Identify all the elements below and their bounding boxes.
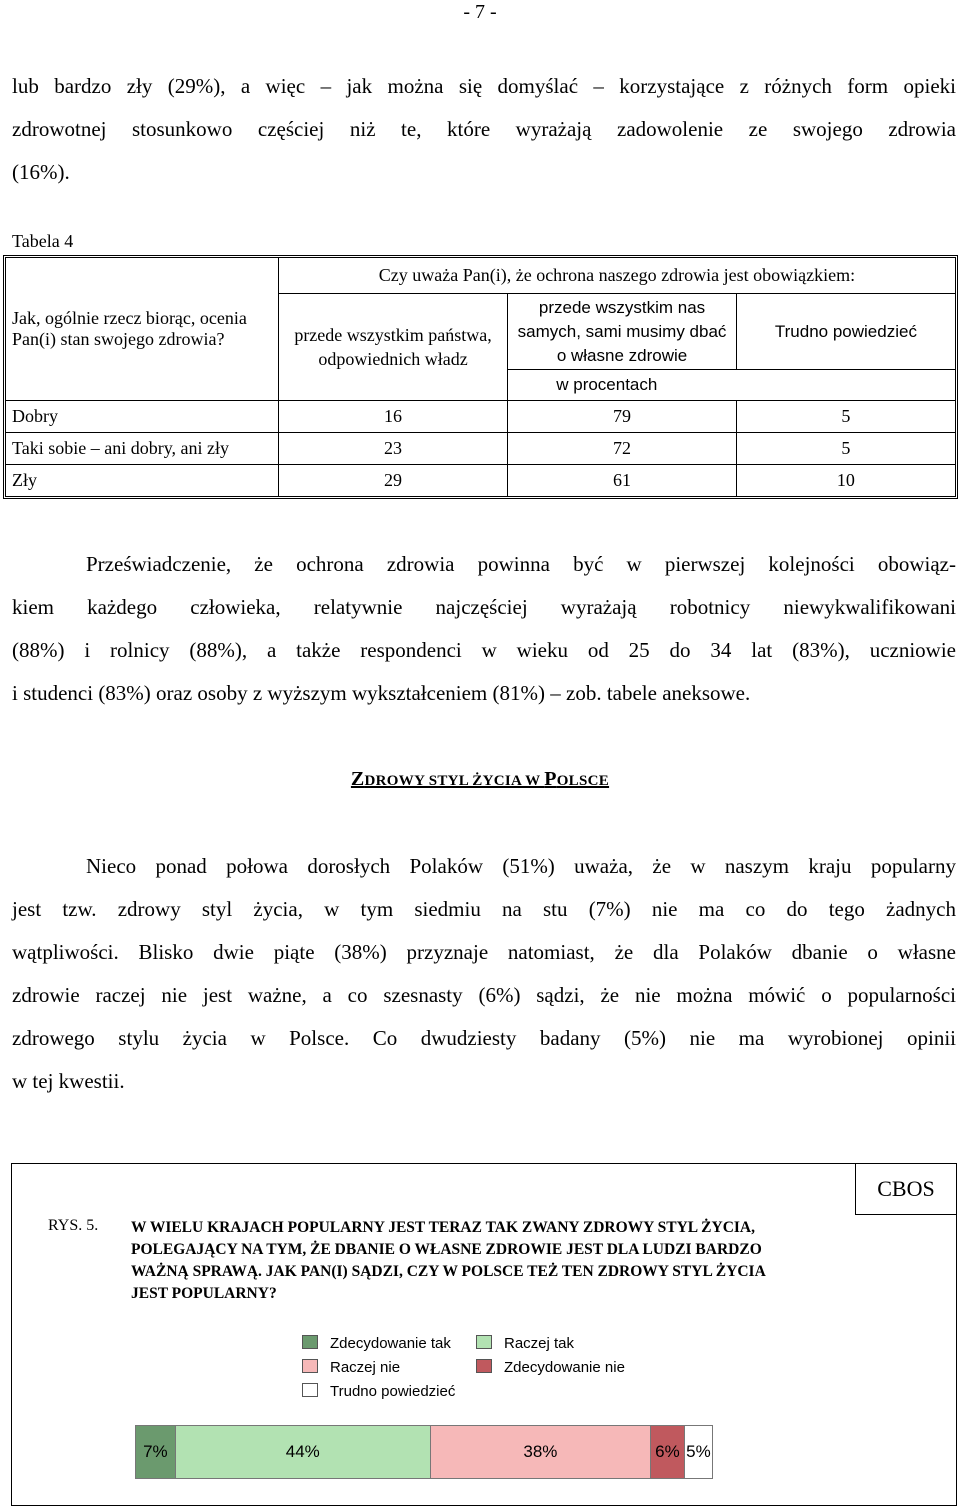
legend-label: Raczej nie [330,1359,401,1376]
legend-item [302,1335,451,1353]
text-line: wątpliwości. Blisko dwie piąte (38%) przyznaje natomiast, że dla Polaków dbanie o własne [12,940,956,964]
text-line: w tej kwestii. [12,1069,125,1093]
bar-segment [175,1425,431,1479]
table-row [6,433,955,465]
table-caption: Tabela 4 [12,231,74,251]
bar-segment [135,1425,176,1479]
legend-label: Zdecydowanie nie [504,1359,625,1376]
column-header-state: przede wszystkim państwa, odpowiednich władz [279,294,508,401]
column-header-hard-to-say: Trudno powiedzieć [737,294,955,370]
cell: 79 [508,401,737,433]
figure-title-line: POLEGAJĄCY NA TYM, ŻE DBANIE O WŁASNE ZDROWIE JEST DLA LUDZI BARDZO [131,1241,762,1258]
figure-title [131,1217,891,1305]
bar-segment-label: 38% [523,1442,558,1461]
text-line: kiem każdego człowieka, relatywnie najczęściej wyrażają robotnicy niewykwalifikowani [12,595,956,619]
legend-item [302,1383,455,1401]
text-line: jest tzw. zdrowy styl życia, w tym siedmiu na stu (7%) nie ma co do tego żadnych [12,897,956,921]
legend-swatch [302,1383,318,1397]
text-line: (88%) i rolnicy (88%), a także respondenci w wieku od 25 do 34 lat (83%), uczniowie [12,638,956,662]
section-heading [0,768,960,791]
cell: 72 [508,433,737,465]
legend-swatch [302,1359,318,1373]
text-line: Nieco ponad połowa dorosłych Polaków (51%) uważa, że w naszym kraju popularny [86,854,956,878]
bar-segment-label: 6% [655,1442,680,1461]
cell: 5 [737,433,955,465]
heading-part: P [544,768,557,790]
bar-segment [430,1425,651,1479]
source-label: CBOS [855,1163,957,1215]
table-health-responsibility [3,255,958,499]
legend-label: Zdecydowanie tak [330,1335,451,1352]
text-line: (16%). [12,160,70,184]
cell: 5 [737,401,955,433]
figure-label: RYS. 5. [48,1217,99,1234]
legend-swatch [476,1335,492,1349]
paragraph-lifestyle [12,845,956,1103]
cell: 10 [836,470,855,490]
legend-swatch [302,1335,318,1349]
legend-swatch [476,1359,492,1373]
table-row [6,465,955,496]
bar-segment [684,1425,713,1479]
legend-label: Trudno powiedzieć [330,1383,456,1400]
cell: 29 [279,465,508,496]
text-line: zdrowie raczej nie jest ważne, a co szesnasty (6%) sądzi, że nie można mówić o popularności [12,983,956,1007]
legend-item [476,1335,574,1353]
text-line: i studenci (83%) oraz osoby z wyższym wykształceniem (81%) – zob. tabele aneksowe. [12,681,751,705]
text-line: Przeświadczenie, że ochrona zdrowia powinna być w pierwszej kolejności obowiąz- [86,552,956,576]
figure-title-line: W WIELU KRAJACH POPULARNY JEST TERAZ TAK ZWANY ZDROWY STYL ŻYCIA, [131,1219,755,1236]
legend-item [476,1359,625,1377]
bar-segment-label: 5% [686,1442,711,1461]
legend-label: Raczej tak [504,1335,575,1352]
unit-label: w procentach [508,370,955,401]
table-row-header: Jak, ogólnie rzecz biorąc, ocenia Pan(i) stan swojego zdrowia? [6,258,279,401]
row-label: Dobry [6,401,279,433]
page-number: - 7 - [463,1,497,23]
text-line: lub bardzo zły (29%), a więc – jak można się domyślać – korzystające z różnych form opieki [12,74,956,98]
row-label: Taki sobie – ani dobry, ani zły [6,433,279,465]
text-line: zdrowotnej stosunkowo częściej niż te, które wyrażają zadowolenie ze swojego zdrowia [12,117,956,141]
paragraph-intro [12,65,956,194]
bar-segment [650,1425,685,1479]
heading-part: Z [350,768,365,790]
paragraph-conviction [12,543,956,715]
stacked-bar [136,1425,718,1479]
legend-item [302,1359,400,1377]
figure-title-line: WAŻNĄ SPRAWĄ. JAK PAN(I) SĄDZI, CZY W POLSCE TEŻ TEN ZDROWY STYL ŻYCIA [131,1263,766,1280]
heading-part: DROWY STYL ŻYCIA W [364,773,545,789]
bar-segment-label: 7% [143,1442,168,1461]
table-question-header: Czy uważa Pan(i), że ochrona naszego zdrowia jest obowiązkiem: [279,258,955,294]
text-line: zdrowego stylu życia w Polsce. Co dwudziesty badany (5%) nie ma wyrobionej opinii [12,1026,956,1050]
column-header-ourselves: przede wszystkim nas samych, sami musimy dbać o własne zdrowie [508,294,737,370]
table-row [6,401,955,433]
figure-title-line: JEST POPULARNY? [131,1285,277,1302]
cell: 16 [279,401,508,433]
cell: 23 [279,433,508,465]
bar-segment-label: 44% [285,1442,320,1461]
heading-part: OLSCE [556,773,610,789]
cell: 61 [508,465,737,496]
row-label: Zły [6,465,279,496]
